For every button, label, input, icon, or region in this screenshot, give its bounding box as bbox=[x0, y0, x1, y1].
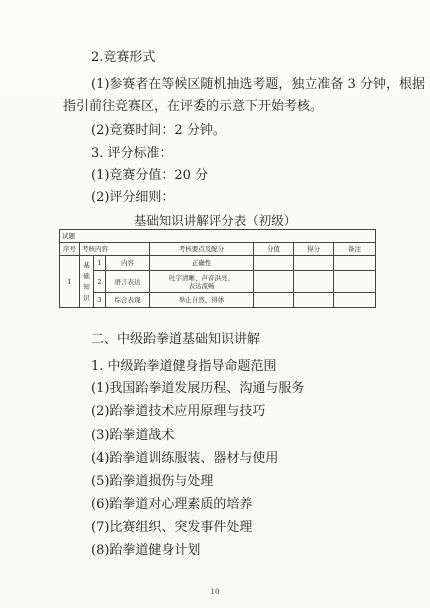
table-header-row bbox=[60, 243, 376, 256]
rule-1-line-1: (1)参赛者在等候区随机抽选考题，独立准备 3 分钟，根据 bbox=[91, 77, 425, 92]
score-value: (1)竞赛分值：20 分 bbox=[91, 168, 209, 183]
header-content: 考核内容 bbox=[80, 243, 150, 256]
exam-label: 试题 bbox=[60, 230, 376, 243]
table-row bbox=[60, 293, 376, 308]
row-item: 综合表现 bbox=[106, 293, 150, 308]
topic-item: (3)跆拳道战术 bbox=[91, 428, 175, 443]
row-points bbox=[150, 271, 254, 293]
topic-item: (4)跆拳道训练服装、器材与使用 bbox=[91, 451, 279, 466]
score-details: (2)评分细则： bbox=[91, 190, 175, 205]
row-remark bbox=[334, 293, 376, 308]
row-num: 1 bbox=[94, 256, 106, 271]
row-score bbox=[254, 256, 294, 271]
scoring-table bbox=[59, 229, 376, 308]
topic-item: (6)跆拳道对心理素质的培养 bbox=[91, 497, 253, 512]
table-title: 基础知识讲解评分表（初级） bbox=[133, 213, 297, 228]
row-num: 3 bbox=[94, 293, 106, 308]
topic-item: (1)我国跆拳道发展历程、沟通与服务 bbox=[91, 381, 305, 396]
header-points: 考核要点及配分 bbox=[150, 243, 254, 256]
group-label-cell bbox=[80, 256, 94, 308]
header-score: 分值 bbox=[254, 243, 294, 256]
section-title: 二、中级跆拳道基础知识讲解 bbox=[91, 332, 261, 347]
row-num: 2 bbox=[94, 271, 106, 293]
header-seq: 序号 bbox=[60, 243, 80, 256]
row-item: 内容 bbox=[106, 256, 150, 271]
heading-scoring: 3. 评分标准： bbox=[91, 146, 173, 161]
row-remark bbox=[334, 271, 376, 293]
topic-item: (8)跆拳道健身计划 bbox=[91, 543, 201, 558]
row-points-line-2: 表达流畅 bbox=[188, 281, 215, 290]
row-points: 正确性 bbox=[150, 256, 254, 271]
table-row-exam bbox=[60, 230, 376, 243]
row-points: 举止自然、得体 bbox=[150, 293, 254, 308]
row-item: 语言表达 bbox=[106, 271, 150, 293]
row-points-line-1: 吐字清晰、声音洪亮、 bbox=[169, 273, 234, 282]
page-number: 10 bbox=[210, 588, 220, 596]
rule-2: (2)竞赛时间：2 分钟。 bbox=[91, 123, 226, 138]
row-earned bbox=[294, 271, 334, 293]
header-remark: 备注 bbox=[334, 243, 376, 256]
group-label: 基础知识 bbox=[83, 260, 90, 302]
row-earned bbox=[294, 256, 334, 271]
row-earned bbox=[294, 293, 334, 308]
table-row bbox=[60, 271, 376, 293]
topic-item: (2)跆拳道技术应用原理与技巧 bbox=[91, 404, 266, 419]
table-row bbox=[60, 256, 376, 271]
header-earned: 得分 bbox=[294, 243, 334, 256]
row-score bbox=[254, 271, 294, 293]
row-score bbox=[254, 293, 294, 308]
group-seq: 1 bbox=[60, 256, 80, 308]
rule-1-line-2: 指引前往竞赛区，在评委的示意下开始考核。 bbox=[63, 99, 324, 114]
topic-item: (5)跆拳道损伤与处理 bbox=[91, 474, 214, 489]
topic-item: (7)比赛组织、突发事件处理 bbox=[91, 520, 253, 535]
row-remark bbox=[334, 256, 376, 271]
sub-title: 1. 中级跆拳道健身指导命题范围 bbox=[91, 359, 277, 374]
heading-competition-format: 2.竞赛形式 bbox=[91, 50, 156, 65]
